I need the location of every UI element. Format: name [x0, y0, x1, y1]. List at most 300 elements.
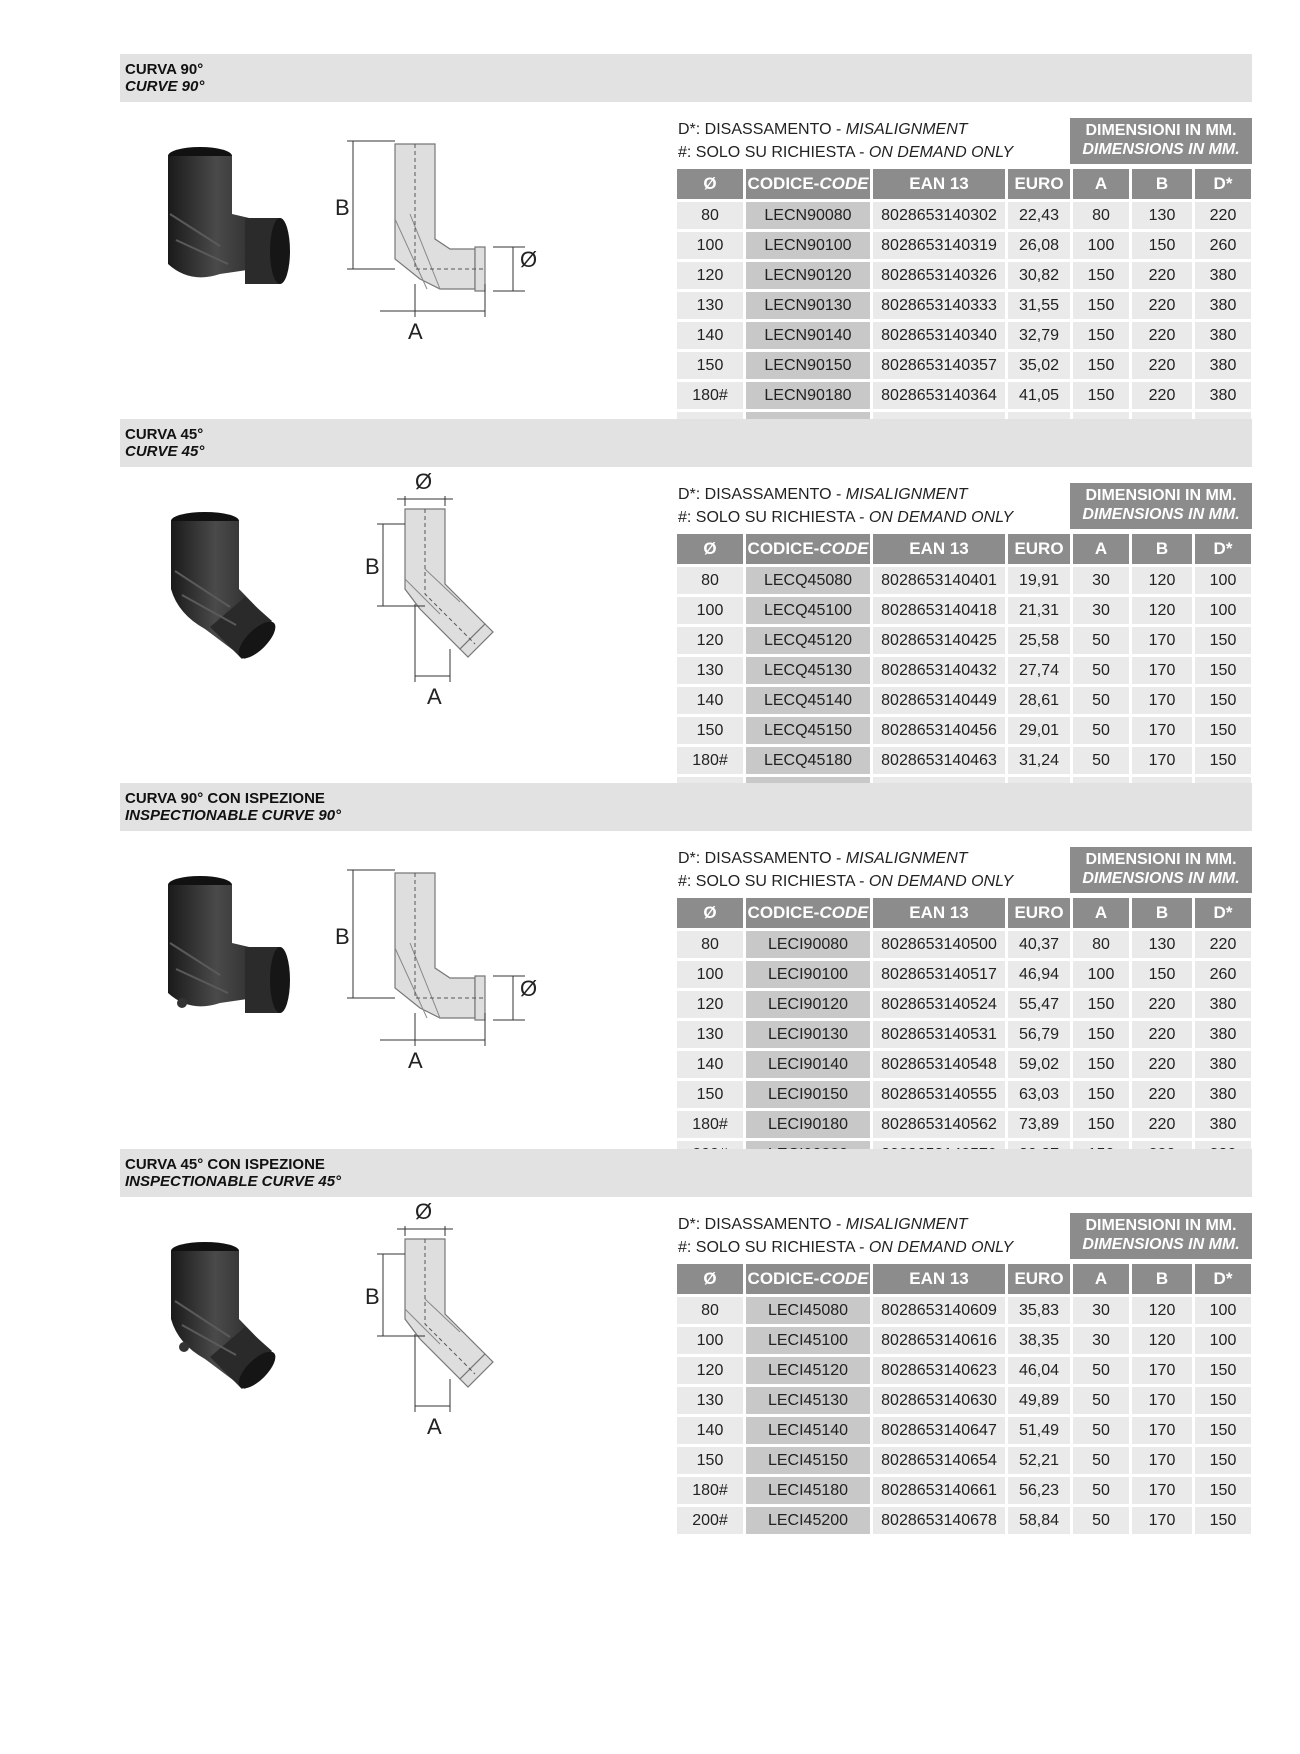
cell-b: 220: [1132, 382, 1192, 409]
table-row: [677, 1387, 1251, 1414]
cell-ean: 8028653140449: [873, 687, 1005, 714]
cell-euro: 40,37: [1008, 931, 1070, 958]
col-euro: EURO: [1008, 1264, 1070, 1294]
cell-code: LECQ45130: [746, 657, 870, 684]
cell-d: 150: [1195, 747, 1251, 774]
product-table: [674, 895, 1254, 1171]
cell-a: 100: [1073, 232, 1129, 259]
cell-a: 30: [1073, 597, 1129, 624]
cell-ean: 8028653140432: [873, 657, 1005, 684]
cell-d: 150: [1195, 1387, 1251, 1414]
cell-code: LECQ45180: [746, 747, 870, 774]
cell-d: 150: [1195, 1357, 1251, 1384]
cell-d: 100: [1195, 567, 1251, 594]
product-section: [0, 419, 1300, 829]
cell-d: 100: [1195, 597, 1251, 624]
cell-code: LECI90150: [746, 1081, 870, 1108]
cell-a: 150: [1073, 1051, 1129, 1078]
cell-b: 120: [1132, 567, 1192, 594]
cell-b: 120: [1132, 597, 1192, 624]
section-title: CURVA 45°: [125, 426, 204, 443]
cell-d: 380: [1195, 1111, 1251, 1138]
cell-a: 30: [1073, 1327, 1129, 1354]
col-euro: EURO: [1008, 169, 1070, 199]
section-subtitle: INSPECTIONABLE CURVE 90°: [125, 807, 342, 824]
cell-ean: 8028653140302: [873, 202, 1005, 229]
cell-code: LECN90100: [746, 232, 870, 259]
col-ean: EAN 13: [873, 1264, 1005, 1294]
table-row: [677, 1477, 1251, 1504]
cell-d: 380: [1195, 382, 1251, 409]
cell-ean: 8028653140319: [873, 232, 1005, 259]
cell-diameter: 100: [677, 232, 743, 259]
cell-code: LECI45150: [746, 1447, 870, 1474]
label-b: B: [365, 554, 380, 579]
cell-code: LECI45130: [746, 1387, 870, 1414]
cell-d: 260: [1195, 961, 1251, 988]
cell-diameter: 120: [677, 627, 743, 654]
col-b: B: [1132, 534, 1192, 564]
cell-ean: 8028653140364: [873, 382, 1005, 409]
cell-euro: 59,02: [1008, 1051, 1070, 1078]
section-header: [120, 783, 1252, 831]
cell-diameter: 130: [677, 1387, 743, 1414]
cell-code: LECI90120: [746, 991, 870, 1018]
cell-diameter: 120: [677, 991, 743, 1018]
cell-b: 170: [1132, 1387, 1192, 1414]
cell-ean: 8028653140562: [873, 1111, 1005, 1138]
table-row: [677, 567, 1251, 594]
table-row: [677, 352, 1251, 379]
col-b: B: [1132, 169, 1192, 199]
cell-b: 220: [1132, 1021, 1192, 1048]
cell-euro: 31,24: [1008, 747, 1070, 774]
cell-b: 220: [1132, 352, 1192, 379]
cell-code: LECI45080: [746, 1297, 870, 1324]
cell-ean: 8028653140326: [873, 262, 1005, 289]
table-body: [677, 567, 1251, 804]
cell-a: 150: [1073, 1021, 1129, 1048]
cell-d: 220: [1195, 202, 1251, 229]
cell-a: 50: [1073, 1507, 1129, 1534]
cell-d: 150: [1195, 627, 1251, 654]
cell-b: 170: [1132, 1447, 1192, 1474]
cell-ean: 8028653140555: [873, 1081, 1005, 1108]
product-section: [0, 1149, 1300, 1559]
cell-d: 380: [1195, 352, 1251, 379]
col-diameter: Ø: [677, 898, 743, 928]
cell-euro: 55,47: [1008, 991, 1070, 1018]
dimensions-label-it: DIMENSIONI IN MM.: [1085, 1217, 1237, 1234]
cell-d: 380: [1195, 991, 1251, 1018]
cell-b: 220: [1132, 262, 1192, 289]
cell-code: LECI90080: [746, 931, 870, 958]
dimensions-header: [1070, 847, 1252, 893]
cell-euro: 46,94: [1008, 961, 1070, 988]
label-diameter: Ø: [415, 1199, 433, 1224]
section-subtitle: CURVE 45°: [125, 443, 205, 460]
cell-code: LECQ45100: [746, 597, 870, 624]
cell-euro: 63,03: [1008, 1081, 1070, 1108]
dimensions-header: [1070, 118, 1252, 164]
cell-b: 170: [1132, 747, 1192, 774]
table-row: [677, 1507, 1251, 1534]
cell-a: 150: [1073, 292, 1129, 319]
cell-code: LECI90180: [746, 1111, 870, 1138]
product-section: [0, 54, 1300, 464]
dimension-diagram: [335, 848, 585, 1088]
cell-b: 220: [1132, 1051, 1192, 1078]
dimension-diagram: [365, 1199, 585, 1454]
cell-a: 30: [1073, 567, 1129, 594]
table-row: [677, 627, 1251, 654]
product-section: [0, 783, 1300, 1193]
cell-euro: 32,79: [1008, 322, 1070, 349]
cell-ean: 8028653140401: [873, 567, 1005, 594]
cell-code: LECI45200: [746, 1507, 870, 1534]
cell-code: LECI90100: [746, 961, 870, 988]
cell-d: 150: [1195, 1507, 1251, 1534]
cell-diameter: 130: [677, 657, 743, 684]
table-row: [677, 597, 1251, 624]
cell-d: 150: [1195, 687, 1251, 714]
cell-diameter: 150: [677, 1081, 743, 1108]
cell-a: 150: [1073, 382, 1129, 409]
cell-diameter: 140: [677, 322, 743, 349]
cell-code: LECN90080: [746, 202, 870, 229]
product-photo: [150, 873, 330, 1053]
cell-b: 170: [1132, 1357, 1192, 1384]
table-row: [677, 1051, 1251, 1078]
on-demand-note: #: SOLO SU RICHIESTA - ON DEMAND ONLY: [678, 1239, 1014, 1256]
cell-ean: 8028653140609: [873, 1297, 1005, 1324]
cell-a: 150: [1073, 262, 1129, 289]
dimensions-label-it: DIMENSIONI IN MM.: [1085, 487, 1237, 504]
cell-b: 170: [1132, 1507, 1192, 1534]
cell-euro: 21,31: [1008, 597, 1070, 624]
cell-b: 220: [1132, 1111, 1192, 1138]
dimensions-header: [1070, 1213, 1252, 1259]
cell-a: 150: [1073, 991, 1129, 1018]
cell-a: 150: [1073, 1081, 1129, 1108]
misalignment-note: D*: DISASSAMENTO - MISALIGNMENT: [678, 1216, 968, 1233]
table-row: [677, 262, 1251, 289]
col-ean: EAN 13: [873, 169, 1005, 199]
product-table: [674, 531, 1254, 807]
section-header: [120, 1149, 1252, 1197]
cell-a: 50: [1073, 657, 1129, 684]
label-diameter: Ø: [520, 247, 538, 272]
col-a: A: [1073, 534, 1129, 564]
cell-diameter: 140: [677, 1417, 743, 1444]
table-row: [677, 1357, 1251, 1384]
product-photo: [150, 1239, 330, 1419]
on-demand-note: #: SOLO SU RICHIESTA - ON DEMAND ONLY: [678, 509, 1014, 526]
cell-code: LECI90130: [746, 1021, 870, 1048]
col-diameter: Ø: [677, 169, 743, 199]
cell-a: 150: [1073, 352, 1129, 379]
col-code: CODICE-CODE: [746, 898, 870, 928]
label-a: A: [408, 319, 423, 344]
table-row: [677, 717, 1251, 744]
cell-euro: 51,49: [1008, 1417, 1070, 1444]
cell-ean: 8028653140616: [873, 1327, 1005, 1354]
cell-b: 150: [1132, 961, 1192, 988]
cell-ean: 8028653140517: [873, 961, 1005, 988]
section-header: [120, 54, 1252, 102]
table-notes: [678, 847, 1013, 893]
on-demand-note: #: SOLO SU RICHIESTA - ON DEMAND ONLY: [678, 873, 1014, 890]
cell-euro: 35,02: [1008, 352, 1070, 379]
col-d: D*: [1195, 898, 1251, 928]
misalignment-note: D*: DISASSAMENTO - MISALIGNMENT: [678, 486, 968, 503]
cell-diameter: 80: [677, 931, 743, 958]
cell-code: LECI45180: [746, 1477, 870, 1504]
col-euro: EURO: [1008, 898, 1070, 928]
cell-a: 50: [1073, 1447, 1129, 1474]
cell-code: LECN90180: [746, 382, 870, 409]
cell-ean: 8028653140463: [873, 747, 1005, 774]
table-row: [677, 232, 1251, 259]
cell-diameter: 80: [677, 567, 743, 594]
cell-diameter: 150: [677, 1447, 743, 1474]
cell-ean: 8028653140524: [873, 991, 1005, 1018]
cell-b: 170: [1132, 687, 1192, 714]
col-code: CODICE-CODE: [746, 169, 870, 199]
table-row: [677, 292, 1251, 319]
cell-euro: 56,23: [1008, 1477, 1070, 1504]
misalignment-note: D*: DISASSAMENTO - MISALIGNMENT: [678, 850, 968, 867]
cell-euro: 56,79: [1008, 1021, 1070, 1048]
cell-euro: 27,74: [1008, 657, 1070, 684]
product-table: [674, 1261, 1254, 1537]
product-photo: [150, 144, 330, 324]
cell-code: LECQ45120: [746, 627, 870, 654]
cell-b: 170: [1132, 627, 1192, 654]
cell-a: 50: [1073, 627, 1129, 654]
table-body: [677, 202, 1251, 439]
cell-b: 220: [1132, 1081, 1192, 1108]
cell-b: 170: [1132, 1417, 1192, 1444]
cell-euro: 19,91: [1008, 567, 1070, 594]
cell-a: 50: [1073, 1357, 1129, 1384]
table-header-row: [677, 898, 1251, 928]
cell-d: 380: [1195, 292, 1251, 319]
cell-a: 30: [1073, 1297, 1129, 1324]
cell-a: 50: [1073, 1387, 1129, 1414]
cell-d: 380: [1195, 1051, 1251, 1078]
cell-b: 120: [1132, 1327, 1192, 1354]
cell-a: 50: [1073, 717, 1129, 744]
cell-diameter: 100: [677, 597, 743, 624]
col-euro: EURO: [1008, 534, 1070, 564]
cell-diameter: 130: [677, 1021, 743, 1048]
cell-euro: 35,83: [1008, 1297, 1070, 1324]
dimensions-label-it: DIMENSIONI IN MM.: [1085, 851, 1237, 868]
dimensions-label-en: DIMENSIONS IN MM.: [1082, 141, 1240, 158]
cell-d: 380: [1195, 1021, 1251, 1048]
table-header-row: [677, 534, 1251, 564]
label-a: A: [427, 684, 442, 709]
cell-diameter: 80: [677, 202, 743, 229]
label-diameter: Ø: [415, 469, 433, 494]
table-row: [677, 1297, 1251, 1324]
cell-a: 100: [1073, 961, 1129, 988]
cell-ean: 8028653140531: [873, 1021, 1005, 1048]
col-diameter: Ø: [677, 1264, 743, 1294]
col-a: A: [1073, 1264, 1129, 1294]
table-row: [677, 991, 1251, 1018]
cell-euro: 22,43: [1008, 202, 1070, 229]
table-header-row: [677, 1264, 1251, 1294]
label-b: B: [335, 924, 350, 949]
table-row: [677, 747, 1251, 774]
table-body: [677, 931, 1251, 1168]
cell-code: LECI45140: [746, 1417, 870, 1444]
cell-ean: 8028653140456: [873, 717, 1005, 744]
cell-ean: 8028653140630: [873, 1387, 1005, 1414]
cell-diameter: 140: [677, 687, 743, 714]
dimension-diagram: [335, 119, 585, 359]
cell-b: 170: [1132, 1477, 1192, 1504]
col-d: D*: [1195, 169, 1251, 199]
cell-ean: 8028653140500: [873, 931, 1005, 958]
cell-diameter: 180#: [677, 1111, 743, 1138]
cell-d: 260: [1195, 232, 1251, 259]
cell-ean: 8028653140678: [873, 1507, 1005, 1534]
cell-diameter: 140: [677, 1051, 743, 1078]
cell-b: 170: [1132, 717, 1192, 744]
cell-a: 50: [1073, 1417, 1129, 1444]
table-body: [677, 1297, 1251, 1534]
cell-euro: 73,89: [1008, 1111, 1070, 1138]
col-code: CODICE-CODE: [746, 1264, 870, 1294]
cell-ean: 8028653140340: [873, 322, 1005, 349]
col-b: B: [1132, 1264, 1192, 1294]
cell-diameter: 130: [677, 292, 743, 319]
dimensions-label-it: DIMENSIONI IN MM.: [1085, 122, 1237, 139]
on-demand-note: #: SOLO SU RICHIESTA - ON DEMAND ONLY: [678, 144, 1014, 161]
misalignment-note: D*: DISASSAMENTO - MISALIGNMENT: [678, 121, 968, 138]
cell-a: 50: [1073, 747, 1129, 774]
section-subtitle: CURVE 90°: [125, 78, 205, 95]
cell-code: LECQ45150: [746, 717, 870, 744]
cell-diameter: 100: [677, 961, 743, 988]
cell-euro: 28,61: [1008, 687, 1070, 714]
label-b: B: [335, 195, 350, 220]
cell-diameter: 180#: [677, 747, 743, 774]
table-row: [677, 657, 1251, 684]
cell-ean: 8028653140661: [873, 1477, 1005, 1504]
cell-d: 220: [1195, 931, 1251, 958]
dimensions-label-en: DIMENSIONS IN MM.: [1082, 870, 1240, 887]
cell-b: 170: [1132, 657, 1192, 684]
cell-euro: 46,04: [1008, 1357, 1070, 1384]
product-table: [674, 166, 1254, 442]
dimension-diagram: [365, 469, 585, 724]
cell-diameter: 120: [677, 262, 743, 289]
cell-d: 150: [1195, 1417, 1251, 1444]
label-diameter: Ø: [520, 976, 538, 1001]
cell-d: 380: [1195, 262, 1251, 289]
cell-d: 150: [1195, 657, 1251, 684]
cell-diameter: 150: [677, 352, 743, 379]
cell-a: 80: [1073, 202, 1129, 229]
cell-euro: 41,05: [1008, 382, 1070, 409]
cell-code: LECQ45140: [746, 687, 870, 714]
cell-euro: 38,35: [1008, 1327, 1070, 1354]
col-diameter: Ø: [677, 534, 743, 564]
cell-code: LECI45120: [746, 1357, 870, 1384]
table-row: [677, 1417, 1251, 1444]
cell-diameter: 150: [677, 717, 743, 744]
cell-code: LECN90120: [746, 262, 870, 289]
cell-code: LECN90130: [746, 292, 870, 319]
section-title: CURVA 90° CON ISPEZIONE: [125, 790, 325, 807]
table-row: [677, 1327, 1251, 1354]
cell-b: 220: [1132, 322, 1192, 349]
table-row: [677, 1081, 1251, 1108]
label-b: B: [365, 1284, 380, 1309]
col-b: B: [1132, 898, 1192, 928]
cell-code: LECN90140: [746, 322, 870, 349]
col-code: CODICE-CODE: [746, 534, 870, 564]
cell-d: 150: [1195, 1477, 1251, 1504]
cell-code: LECI45100: [746, 1327, 870, 1354]
cell-d: 100: [1195, 1297, 1251, 1324]
table-row: [677, 322, 1251, 349]
col-ean: EAN 13: [873, 534, 1005, 564]
col-d: D*: [1195, 1264, 1251, 1294]
cell-diameter: 100: [677, 1327, 743, 1354]
cell-a: 150: [1073, 1111, 1129, 1138]
cell-euro: 26,08: [1008, 232, 1070, 259]
cell-ean: 8028653140647: [873, 1417, 1005, 1444]
section-subtitle: INSPECTIONABLE CURVE 45°: [125, 1173, 342, 1190]
cell-a: 50: [1073, 687, 1129, 714]
table-notes: [678, 118, 1013, 164]
col-ean: EAN 13: [873, 898, 1005, 928]
cell-euro: 49,89: [1008, 1387, 1070, 1414]
cell-d: 150: [1195, 1447, 1251, 1474]
product-photo: [150, 509, 330, 689]
section-title: CURVA 45° CON ISPEZIONE: [125, 1156, 325, 1173]
cell-d: 150: [1195, 717, 1251, 744]
table-row: [677, 1021, 1251, 1048]
table-row: [677, 202, 1251, 229]
cell-a: 150: [1073, 322, 1129, 349]
cell-diameter: 180#: [677, 1477, 743, 1504]
label-a: A: [408, 1048, 423, 1073]
cell-ean: 8028653140418: [873, 597, 1005, 624]
cell-ean: 8028653140548: [873, 1051, 1005, 1078]
cell-euro: 52,21: [1008, 1447, 1070, 1474]
cell-code: LECN90150: [746, 352, 870, 379]
cell-ean: 8028653140425: [873, 627, 1005, 654]
section-title: CURVA 90°: [125, 61, 204, 78]
cell-code: LECQ45080: [746, 567, 870, 594]
cell-ean: 8028653140623: [873, 1357, 1005, 1384]
cell-ean: 8028653140333: [873, 292, 1005, 319]
cell-a: 80: [1073, 931, 1129, 958]
cell-code: LECI90140: [746, 1051, 870, 1078]
table-row: [677, 1111, 1251, 1138]
cell-euro: 30,82: [1008, 262, 1070, 289]
table-notes: [678, 1213, 1013, 1259]
cell-diameter: 120: [677, 1357, 743, 1384]
cell-diameter: 200#: [677, 1507, 743, 1534]
dimensions-header: [1070, 483, 1252, 529]
